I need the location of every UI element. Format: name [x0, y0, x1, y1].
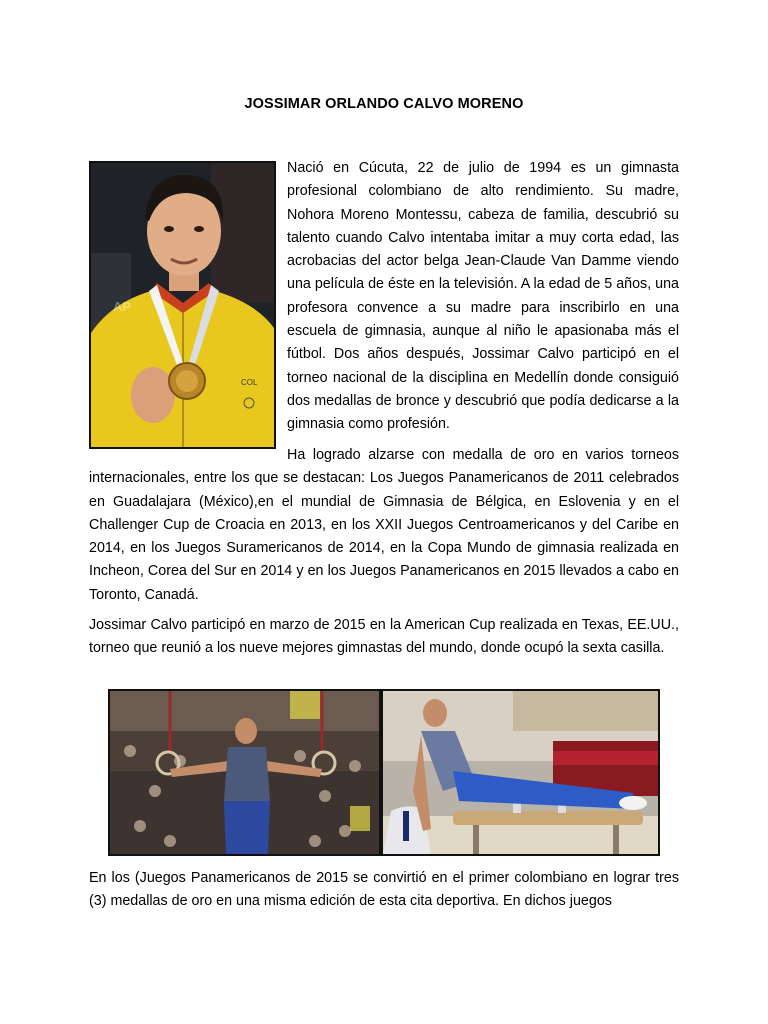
paragraph-american-cup: Jossimar Calvo participó en marzo de 2015 en la American Cup realizada en Texas, EE.UU., torneo que reunió a los nueve mejores gimnastas del mundo, donde ocupó la sexta casilla.: [89, 617, 679, 657]
portrait-photo: [89, 161, 276, 449]
page-title: JOSSIMAR ORLANDO CALVO MORENO: [244, 96, 524, 112]
paragraph-panamerican: En los (Juegos Panamericanos de 2015 se convirtió en el primer colombiano en lograr tres (3) medallas de oro en una misma edición de esta cita deportiva. En dichos juegos: [89, 870, 679, 910]
pommel-horse-photo: [381, 689, 660, 856]
rings-photo: [108, 689, 381, 856]
paragraph-achievements: Ha logrado alzarse con medalla de oro en varios torneos internacionales, entre los que se destacan: Los Juegos Panamericanos de 2011 celebrados en Guadalajara (México),en el mundial de Gimnasia de Bélgica, en Eslovenia y en el Challenger Cup de Croacia en 2013, en los XXII Juegos Centroamericanos y del Caribe en 2014, en los Juegos Suramericanos de 2014, en la Copa Mundo de gimnasia realizada en Incheon, Corea del Sur en 2014 y en los Juegos Panamericanos en 2015 llevados a cabo en Toronto, Canadá.: [89, 447, 679, 603]
pommel-horse-illustration: [383, 691, 658, 854]
rings-illustration: [110, 691, 379, 854]
photo-watermark: AP: [113, 299, 132, 314]
svg-text:COL: COL: [241, 378, 258, 387]
paragraph-biography: Nació en Cúcuta, 22 de julio de 1994 es un gimnasta profesional colombiano de alto rendimiento. Su madre, Nohora Moreno Montessu, cabeza de familia, descubrió su talento cuando Calvo intentaba imitar a muy corta edad, las acrobacias del actor belga Jean-Claude Van Damme viendo una película de éste en la televisión. A la edad de 5 años, una profesora convence a su madre para inscribirlo en una escuela de gimnasia, aunque al niño le apasionaba más el fútbol. Dos años después, Jossimar Calvo participó en el torneo nacional de la disciplina en Medellín donde consiguió dos medallas de bronce y descubrió que podía dedicarse a la gimnasia como profesión.: [287, 160, 679, 433]
